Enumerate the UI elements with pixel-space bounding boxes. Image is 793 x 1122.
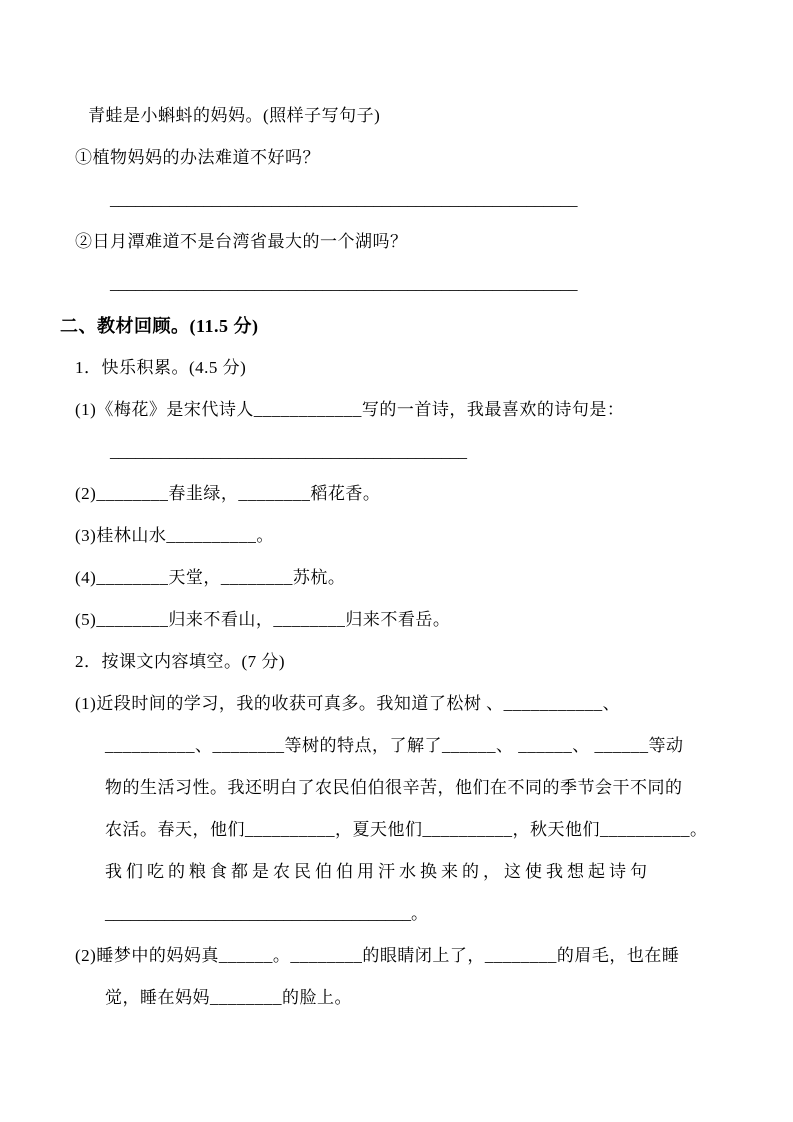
item-1-1-answer-blank: __________________________________________ — [110, 442, 467, 461]
item-1-5: (5)________归来不看山，________归来不看岳。 — [75, 610, 451, 629]
item-2-1-line-1: (1)近段时间的学习，我的收获可真多。我知道了松树 、___________、 — [75, 694, 621, 713]
example-sentence: 青蛙是小蝌蚪的妈妈。(照样子写句子) — [88, 106, 381, 125]
item-2-1-answer-blank: ____________________________________。 — [105, 904, 428, 923]
item-2-2-line-1: (2)睡梦中的妈妈真______。________的眼睛闭上了，________的眉毛，也在睡 — [75, 946, 680, 965]
subsection-2-title: 2．按课文内容填空。(7 分) — [75, 652, 286, 671]
item-1-2: (2)________春韭绿，________稻花香。 — [75, 484, 381, 503]
item-1-4: (4)________天堂，________苏杭。 — [75, 568, 346, 587]
item-2-1-line-3: 物的生活习性。我还明白了农民伯伯很辛苦，他们在不同的季节会干不同的 — [105, 778, 683, 797]
item-2-1-line-5: 我们吃的粮食都是农民伯伯用汗水换来的，这使我想起诗句 — [105, 862, 651, 881]
answer-blank-2: _______________________________________________________ — [110, 274, 578, 293]
subsection-1-title: 1．快乐积累。(4.5 分) — [75, 358, 247, 377]
item-2-1-line-2: __________、________等树的特点，了解了______、 ______、 ______等动 — [105, 736, 684, 755]
answer-blank-1: _______________________________________________________ — [110, 190, 578, 209]
item-1-1: (1)《梅花》是宋代诗人____________写的一首诗，我最喜欢的诗句是： — [75, 400, 625, 419]
item-2-2-line-2: 觉，睡在妈妈________的脸上。 — [105, 988, 352, 1007]
item-2-1-line-4: 农活。春天，他们__________，夏天他们__________，秋天他们__________。 — [105, 820, 708, 839]
section-2-heading: 二、教材回顾。(11.5 分) — [60, 316, 259, 336]
rewrite-question-2: ②日月潭难道不是台湾省最大的一个湖吗？ — [75, 232, 408, 251]
rewrite-question-1: ①植物妈妈的办法难道不好吗？ — [75, 148, 320, 167]
item-1-3: (3)桂林山水__________。 — [75, 526, 274, 545]
